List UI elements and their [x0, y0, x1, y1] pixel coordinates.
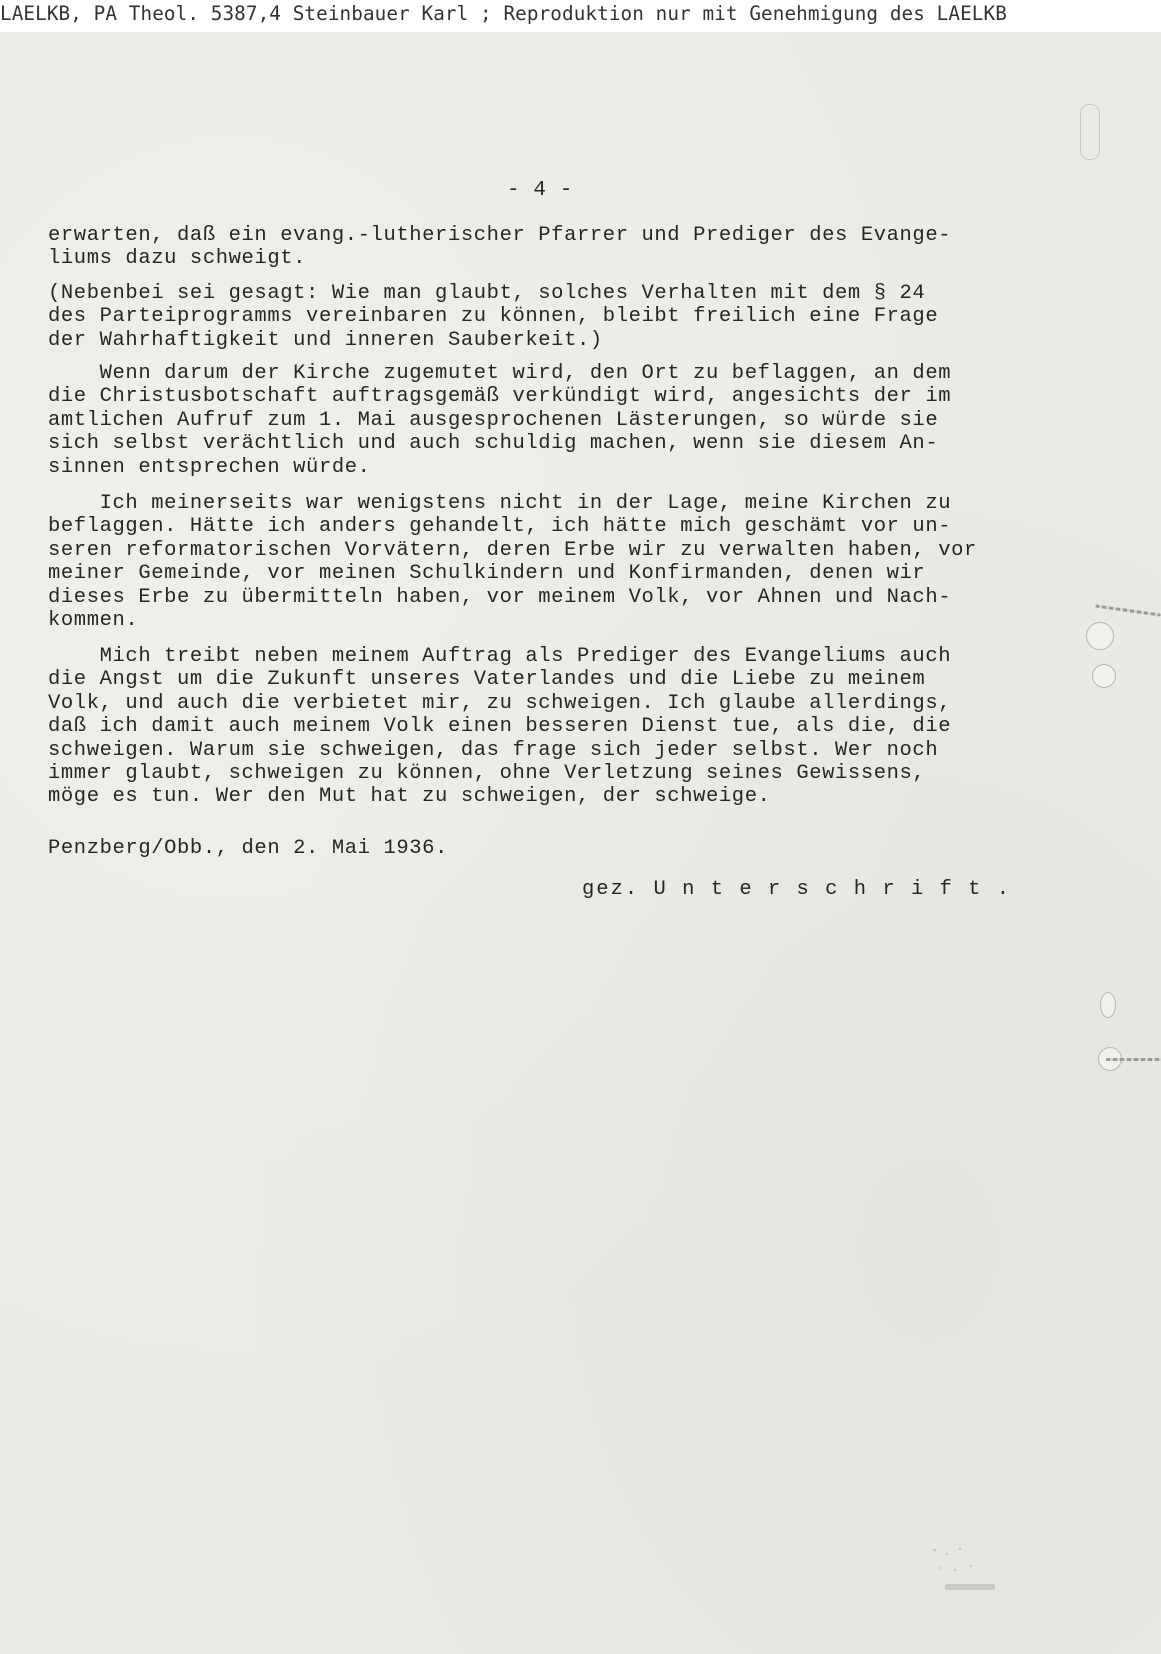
binding-thread-upper — [1095, 604, 1161, 616]
dateline: Penzberg/Obb., den 2. Mai 1936. — [48, 837, 448, 860]
paragraph-1: erwarten, daß ein evang.-lutherischer Pfarrer und Prediger des Evange- liums dazu schweigt. — [48, 224, 952, 271]
paragraph-4: Ich meinerseits war wenigstens nicht in der Lage, meine Kirchen zu beflaggen. Hätte ich anders gehandelt, ich hätte mich geschämt vor un- seren reformatorischen Vorvätern, deren Erbe wir zu verwalten haben, vor meiner Gemeinde, vor meinen Schulkindern und Konfirmanden, denen wir dieses Erbe zu übermitteln haben, vor meinem Volk, vor Ahnen und Nach- kommen. — [48, 492, 977, 633]
faint-stamp-mark — [925, 1540, 1005, 1600]
document-page — [0, 32, 1161, 1654]
paragraph-5: Mich treibt neben meinem Auftrag als Prediger des Evangeliums auch die Angst um die Zukunft unseres Vaterlandes und die Liebe zu meinem Volk, und auch die verbietet mir, zu schweigen. Ich glaube allerdings, daß ich damit auch meinem Volk einen besseren Dienst tue, als die, die schweigen. Warum sie schweigen, das frage sich jeder selbst. Wer noch immer glaubt, schweigen zu können, ohne Verletzung seines Gewissens, möge es tun. Wer den Mut hat zu schweigen, der schweige. — [48, 645, 952, 809]
signature-line — [582, 878, 1011, 901]
punch-hole-middle — [1092, 664, 1116, 688]
punch-hole-upper — [1086, 622, 1114, 650]
paragraph-2: (Nebenbei sei gesagt: Wie man glaubt, solches Verhalten mit dem § 24 des Parteiprogramms vereinbaren zu können, bleibt freilich eine Frage der Wahrhaftigkeit und inneren Sauberkeit.) — [48, 282, 939, 352]
archive-header — [0, 0, 1161, 32]
binding-thread-lower — [1106, 1058, 1161, 1061]
archive-reference-line: LAELKB, PA Theol. 5387,4 Steinbauer Karl ; Reproduktion nur mit Genehmigung des LAELKB — [0, 2, 1007, 25]
signature-text: gez. U n t e r s c h r i f t . — [582, 878, 1012, 901]
punch-hole-lower — [1100, 992, 1116, 1018]
page-number: - 4 - — [507, 179, 574, 202]
paragraph-3: Wenn darum der Kirche zugemutet wird, den Ort zu beflaggen, an dem die Christusbotschaft auftragsgemäß verkündigt wird, angesichts der im amtlichen Aufruf zum 1. Mai ausgesprochenen Lästerungen, so würde sie sich selbst verächtlich und auch schuldig machen, wenn sie diesem An- sinnen entsprechen würde. — [48, 362, 952, 479]
punch-hole-top — [1080, 104, 1100, 160]
